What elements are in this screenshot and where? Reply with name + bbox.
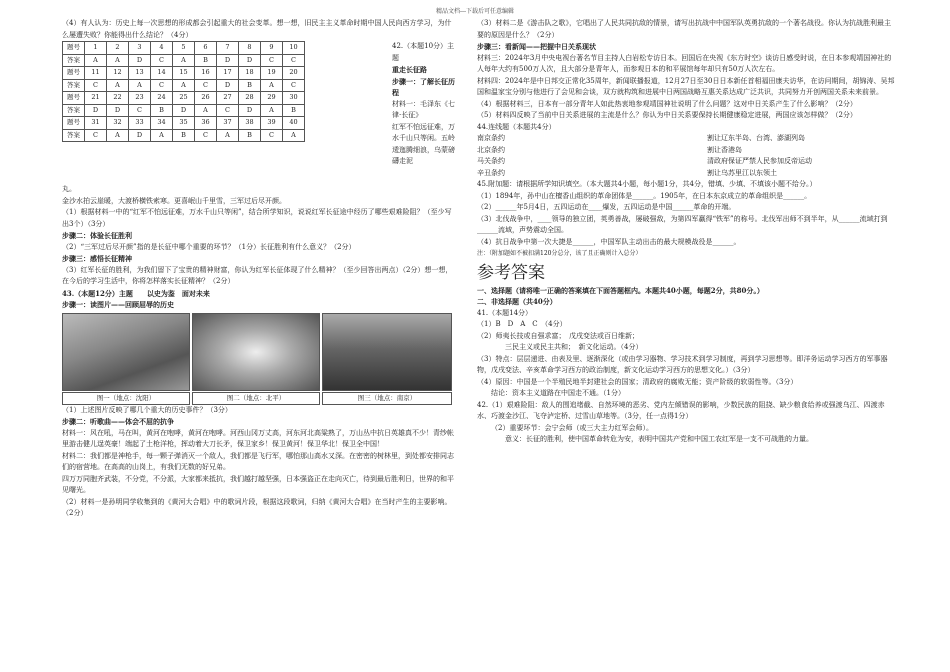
page-header: 精品文档---下载后可任意编辑 (435, 8, 515, 15)
answer-table-cell: 21 (85, 92, 107, 105)
match-left-item: 马关条约 (477, 157, 505, 165)
poem-line-2: 金沙水拍云崖暖，大渡桥横铁索寒。更喜岷山千里雪，三军过后尽开颜。 (62, 196, 286, 205)
answer-table-cell: 36 (195, 117, 217, 130)
answer-table-cell: B (151, 104, 173, 117)
answer-table-cell: C (195, 79, 217, 92)
answer-table-cell: 29 (261, 92, 283, 105)
answer-table-cell: D (217, 79, 239, 92)
q42-part1: （1）根据材料一中的“红军不怕远征难，万水千山只等闲”，结合所学知识，说说红军长征途中经历了哪些艰难险阻？（至少写出3个）（3分） (62, 208, 452, 228)
match-left-item: 南京条约 (477, 134, 505, 142)
answer-section (62, 41, 454, 184)
answer-table-cell: D (107, 104, 129, 117)
answer-table-row-label: 题号 (63, 117, 85, 130)
answer-42-1: 42.（1）艰难险阻：敌人的围追堵截、自然环境的恶劣、党内左倾错误的影响，少数民族的阻挠、缺少粮食给养或强渡乌江、四渡赤水、巧渡金沙江、飞夺泸定桥、过雪山草地等。（3分，任一点得1分） (477, 400, 885, 420)
q43-part4: （4）根据材料三，日本有一部分青年人如此热衷地参观靖国神社说明了什么问题？这对中日关系产生了什么影响？（2分） (477, 99, 857, 108)
answer-table-cell: C (85, 129, 107, 142)
answer-table-cell: 31 (85, 117, 107, 130)
answer-table-cell: A (173, 79, 195, 92)
answer-table-cell: A (261, 104, 283, 117)
question-42-intro (392, 41, 458, 168)
q43-step3: 步骤三：看新闻——把握中日关系现状 (477, 42, 596, 51)
answer-table-cell: 34 (151, 117, 173, 130)
match-right-col (707, 133, 877, 179)
poem-line-1: 丸。 (62, 185, 76, 193)
q43-heading: 43.（本题12分）主题 以史为鉴 面对未来 (62, 288, 210, 298)
q43-material2-cont: 四万万同胞齐武装，不分党，不分派，大家都来抵抗，我们越打越坚强，日本强盗正在走向灭亡，待到最后胜利日，世界的和平见曙光。 (62, 474, 454, 494)
left-column (62, 18, 454, 520)
match-right-item: 割让香港岛 (707, 145, 742, 154)
answer-41-heading: 41.（本题14分） (477, 308, 533, 317)
q45-part3: （3）北伐战争中，____领导的独立团，英勇善战，屡破强敌，为第四军赢得“铁军”的称号。北伐军出师不到半年，从______流域打到______流域，声势震动全国。 (477, 214, 888, 234)
answer-table-cell: B (283, 104, 305, 117)
q43-material3: 材料三：2024年3月中央电视台著名节目主持人白岩松专访日本。回国后在央视《东方时空》谈访日感受时说，在日本参观靖国神社的人每年大约有500万人次，且大部分是青年人，而参观日本的和平展馆每年却只有50万人次左右。 (477, 53, 892, 73)
answer-table-row-label: 题号 (63, 42, 85, 55)
question-4: （4）有人认为：历史上每一次思想的形成都会引起重大的社会变革。想一想，旧民主主义革命时期中国人民向西方学习，为什么屡遭失败？你能得出什么结论？（4分） (62, 19, 452, 39)
answer-table-cell: 28 (239, 92, 261, 105)
answer-table-cell: 8 (239, 42, 261, 55)
answer-table-cell: 40 (283, 117, 305, 130)
answer-table-cell: 4 (151, 42, 173, 55)
answer-table-cell: 23 (129, 92, 151, 105)
answer-table-cell: 22 (107, 92, 129, 105)
answer-table-cell: D (173, 104, 195, 117)
photo-shenyang (62, 313, 190, 391)
answer-table-cell: 1 (85, 42, 107, 55)
answer-table-cell: B (195, 54, 217, 67)
answer-table-row-label: 题号 (63, 92, 85, 105)
caption-2: 图二（地点：北平） (192, 392, 320, 405)
q43-part3: （3）材料二是《游击队之歌》，它唱出了人民共同抗敌的情景，请写出抗战中中国军队英勇抗敌的一个著名战役。你认为抗战胜利最主要的原因是什么？（2分） (477, 19, 891, 39)
answer-table-cell: A (217, 129, 239, 142)
answer-table-cell: 5 (173, 42, 195, 55)
answer-table-cell: 2 (107, 42, 129, 55)
answer-table-cell: A (195, 104, 217, 117)
answer-41-2: （2）师夷长技或自强求富； 戊戌变法或百日维新； (477, 331, 639, 340)
answer-table-cell: B (239, 129, 261, 142)
caption-1: 图一（地点：沈阳） (62, 392, 190, 405)
answer-table-cell: 13 (129, 67, 151, 80)
q42-material1-title: 材料一：毛泽东《七律·长征》 (392, 99, 455, 119)
answer-table-cell: C (195, 129, 217, 142)
answer-table-cell: D (129, 129, 151, 142)
answer-table-cell: B (239, 79, 261, 92)
answer-table-cell: B (173, 129, 195, 142)
match-right-item: 割让辽东半岛、台湾、澎湖列岛 (707, 134, 805, 142)
match-right-item: 割让乌苏里江以东领土 (707, 168, 777, 177)
answer-table-row (63, 42, 305, 55)
answer-table-cell: 39 (261, 117, 283, 130)
answer-table-cell: A (173, 54, 195, 67)
answer-table-row (63, 67, 305, 80)
answer-table-cell: 15 (173, 67, 195, 80)
answer-41-4: （4）原因：中国是一个半殖民地半封建社会的国家；清政府的腐败无能；资产阶级的软弱性等。（3分） (477, 377, 798, 386)
q43-material1: 材料一：风在吼，马在叫，黄河在咆哮，黄河在咆哮。河西山冈万丈高，河东河北高粱熟了，万山丛中抗日英雄真不少！青纱帐里游击健儿逞英豪！端起了土枪洋枪，挥动着大刀长矛，保卫家乡！保卫黄河！保卫华北！保卫全中国！ (62, 428, 454, 448)
answer-table-cell: 37 (217, 117, 239, 130)
answer-41-4-cont: 结论：资本主义道路在中国走不通。（1分） (491, 389, 625, 397)
answer-table-cell: A (129, 79, 151, 92)
q42-poem-start: 红军不怕远征难，万水千山只等闲。五岭逶迤腾细浪，乌蒙磅礴走泥 (392, 122, 455, 165)
answer-table-cell: D (85, 104, 107, 117)
answer-table-cell: 16 (195, 67, 217, 80)
answer-table-cell: D (239, 104, 261, 117)
match-left-item: 北京条约 (477, 145, 505, 154)
answer-table-row-label: 答案 (63, 79, 85, 92)
answer-table-cell: C (283, 54, 305, 67)
answer-table-cell: 7 (217, 42, 239, 55)
answer-table-cell: 17 (217, 67, 239, 80)
answer-table-cell: C (261, 129, 283, 142)
q45-heading: 45.附加题：请根据所学知识填空。（本大题共4小题，每小题1分，共4分，错填、少填、不填该小题不给分。） (477, 180, 817, 188)
answer-table-cell: A (261, 79, 283, 92)
answer-table-cell: C (129, 104, 151, 117)
answer-section-2: 二、非选择题（共40分） (477, 297, 557, 306)
answer-table-cell: 10 (283, 42, 305, 55)
answer-table-row (63, 54, 305, 67)
answer-section-1: 一、选择题（请将唯一正确的答案填在下面答题框内。本题共40小题，每题2分，共80分。） (477, 285, 764, 295)
photo-captions (62, 392, 454, 405)
answer-table-cell: 11 (85, 67, 107, 80)
answer-41-1: （1）B D A C （4分） (477, 320, 567, 328)
answer-table-cell: A (283, 129, 305, 142)
answer-table-cell: 12 (107, 67, 129, 80)
caption-3: 图三（地点：南京） (322, 392, 452, 405)
match-left-item: 辛丑条约 (477, 168, 505, 177)
q45-part1: （1）1894年，孙中山在檀香山组织的革命团体是______。1905年，在日本东京成立的革命组织是______。 (477, 191, 812, 200)
answer-table-row (63, 117, 305, 130)
answer-table-cell: 32 (107, 117, 129, 130)
answer-table-row (63, 79, 305, 92)
answer-table-row (63, 92, 305, 105)
answer-table-cell: 30 (283, 92, 305, 105)
answer-table-row (63, 104, 305, 117)
q43-material4: 材料四：2024年是中日邦交正常化35周年，新闻联播报道，12月27日至30日日本新任首相福田康夫访华，在访问期间，胡锦涛、吴邦国和温家宝分别与他进行了会见和会谈，双方就构筑和进展中日两国战略互惠关系达成广泛共识，共同努力开创两国关系未来前景。 (477, 76, 895, 96)
answer-table-cell: 19 (261, 67, 283, 80)
answer-table-cell: A (85, 54, 107, 67)
answer-table-row-label: 答案 (63, 129, 85, 142)
answer-table-cell: D (239, 54, 261, 67)
answer-table-cell: 3 (129, 42, 151, 55)
q42-step3: 步骤三：感悟长征精神 (62, 254, 132, 263)
q43-part1: （1）上述图片反映了哪几个重大的历史事件？（3分） (62, 405, 232, 414)
q42-theme: 重走长征路 (392, 65, 427, 74)
answer-table-cell: A (107, 129, 129, 142)
answer-table-cell: 6 (195, 42, 217, 55)
answer-table-cell: 18 (239, 67, 261, 80)
q42-part3: （3）红军长征的胜利，为我们留下了宝贵的精神财富，你认为红军长征体现了什么精神？（至少回答出两点）（2分）想一想，在今后的学习生活中，你将怎样落实长征精神？（2分） (62, 265, 453, 285)
answer-table-cell: A (107, 79, 129, 92)
q43-part5: （5）材料四反映了当前中日关系进展的主流是什么？你认为中日关系要保持长期健康稳定进展，两国应该怎样做？（2分） (477, 111, 857, 119)
q45-part4: （4）抗日战争中第一次大捷是______，中国军队主动出击的最大规模战役是______。 (477, 237, 741, 246)
q42-part2: （2）“三军过后尽开颜”指的是长征中哪个重要的环节？（1分）长征胜利有什么意义？（2分） (62, 242, 356, 251)
answer-table-row (63, 129, 305, 142)
answer-table-cell: 35 (173, 117, 195, 130)
matching-list (477, 133, 877, 179)
photo-nanjing (322, 313, 452, 391)
q44-heading: 44.连线题（本题共4分） (477, 122, 556, 131)
answer-table-cell: C (261, 54, 283, 67)
answer-table (62, 41, 305, 142)
answer-table-cell: C (151, 79, 173, 92)
answer-table-cell: D (129, 54, 151, 67)
answer-table-cell: C (283, 79, 305, 92)
q43-material2: 材料二：我们都是神枪手，每一颗子弹消灭一个敌人，我们都是飞行军，哪怕那山高水又深。在密密的树林里，到处都安排同志们的宿营地。在高高的山岗上，有我们无数的好兄弟。 (62, 451, 454, 471)
q42-step1: 步骤一：了解长征历程 (392, 76, 455, 97)
answer-table-cell: 33 (129, 117, 151, 130)
answer-42-2-cont: 意义：长征的胜利，使中国革命转危为安，表明中国共产党和中国工农红军是一支不可战胜的力量。 (505, 435, 813, 443)
answer-table-cell: 26 (195, 92, 217, 105)
q43-step2: 步骤二：听歌曲——体会不屈的抗争 (62, 417, 174, 426)
right-column (477, 18, 895, 446)
answer-table-cell: 14 (151, 67, 173, 80)
answer-table-cell: C (217, 104, 239, 117)
answer-table-cell: 9 (261, 42, 283, 55)
answer-42-2: （2）重要环节：会宁会师（或三大主力红军会师）。 (491, 423, 653, 432)
answer-table-cell: 25 (173, 92, 195, 105)
match-right-item: 清政府保证严禁人民参加反帝运动 (707, 157, 812, 165)
answer-table-row-label: 答案 (63, 54, 85, 67)
q43-step1: 步骤一：读图片——回顾屈辱的历史 (62, 300, 174, 309)
answer-table-cell: 20 (283, 67, 305, 80)
q43-part2: （2）材料一是孙明同学收集到的《黄河大合唱》中的歌词片段，根据这段歌词，归纳《黄河大合唱》在当时产生的主要影响。（2分） (62, 497, 452, 517)
answer-table-cell: C (85, 79, 107, 92)
answer-41-2-cont: 三民主义或民主共和； 新文化运动。（4分） (505, 343, 643, 351)
answer-table-row-label: 答案 (63, 104, 85, 117)
answer-table-cell: 27 (217, 92, 239, 105)
history-photos (62, 313, 454, 391)
photo-beiping (192, 313, 320, 391)
answer-table-row-label: 题号 (63, 67, 85, 80)
answer-table-cell: A (151, 129, 173, 142)
answer-key-title: 参考答案 (477, 262, 545, 283)
answer-table-cell: A (107, 54, 129, 67)
answer-table-cell: 38 (239, 117, 261, 130)
answer-41-3: （3）特点：层层递进、由表及里、逐渐深化（或由学习器物、学习技术到学习制度，再到学习思想等。即洋务运动学习西方的军事器物，戊戌变法、辛亥革命学习西方的政治制度，新文化运动学习西方的思想文化。）（3分） (477, 354, 888, 374)
answer-table-cell: D (217, 54, 239, 67)
answer-table-cell: 24 (151, 92, 173, 105)
answer-table-cell: C (151, 54, 173, 67)
note: 注：（附加题如不被扣满120分总分，该了且正确则计入总分） (477, 250, 642, 257)
q42-step2: 步骤二：体验长征胜利 (62, 231, 132, 240)
match-left-col (477, 133, 505, 179)
q45-part2: （2）______年5月4日，五四运动在____爆发，五四运动是中国______革命的开端。 (477, 203, 736, 211)
q42-heading: 42.（本题10分）主题 (392, 42, 455, 62)
